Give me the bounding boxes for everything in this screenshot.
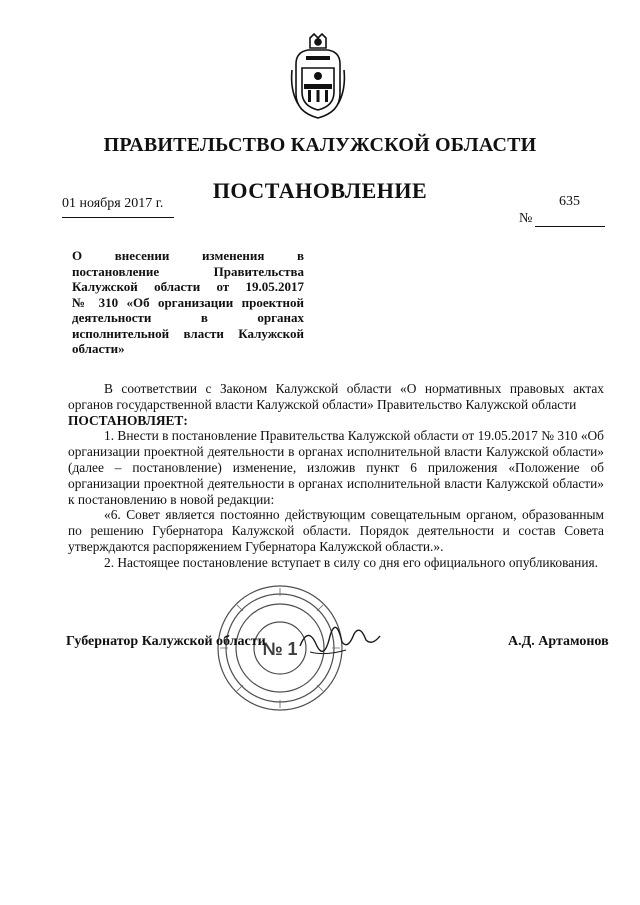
decree-word: ПОСТАНОВЛЯЕТ: (68, 412, 188, 428)
government-title: ПРАВИТЕЛЬСТВО КАЛУЖСКОЙ ОБЛАСТИ (103, 134, 537, 156)
quote-paragraph: «6. Совет является постоянно действующим совещательным органом, образованным по решению Губернатора Калужской области. Порядок деятельности и состав Совета утверждаются распоряжением Губернатора Калужской области.». (68, 507, 604, 554)
document-type-title: ПОСТАНОВЛЕНИЕ (212, 178, 428, 203)
subject-line: О внесении изменения в (72, 248, 304, 263)
decree-subject (72, 248, 304, 357)
coat-of-arms-icon (290, 30, 346, 122)
item-1-paragraph: 1. Внести в постановление Правительства Калужской области от 19.05.2017 № 310 «Об организации проектной деятельности в органах исполнительной власти Калужской области» (далее – постановление) изменение, изложив пункт 6 приложения «Положение об организации проектной деятельности в органах исполнительной власти Калужской области» к постановлению в новой редакции: (68, 428, 604, 507)
handwritten-signature-icon (296, 606, 384, 666)
decree-number: 635 (559, 194, 580, 209)
subject-line: постановление Правительства (72, 263, 304, 279)
item-2-paragraph: 2. Настоящее постановление вступает в силу со дня его официального опубликования. (104, 554, 598, 570)
subject-line: деятельности в органах (72, 310, 304, 325)
decree-date: 01 ноября 2017 г. (62, 196, 164, 211)
intro-paragraph: В соответствии с Законом Калужской области «О нормативных правовых актах органов государственной власти Калужской области» Правительство Калужской области (68, 381, 604, 412)
stamp-number: № 1 (262, 639, 298, 659)
signatory-role: Губернатор Калужской области (66, 634, 266, 649)
number-underline (535, 226, 605, 227)
signatory-name: А.Д. Артамонов (508, 634, 609, 649)
decree-body (68, 381, 604, 571)
subject-line: области» (72, 341, 125, 356)
number-sign: № (519, 211, 533, 226)
subject-line: исполнительной власти Калужской (72, 325, 304, 341)
subject-line: № 310 «Об организации проектной (72, 294, 304, 310)
subject-line: Калужской области от 19.05.2017 (72, 279, 304, 294)
date-underline (62, 217, 174, 218)
